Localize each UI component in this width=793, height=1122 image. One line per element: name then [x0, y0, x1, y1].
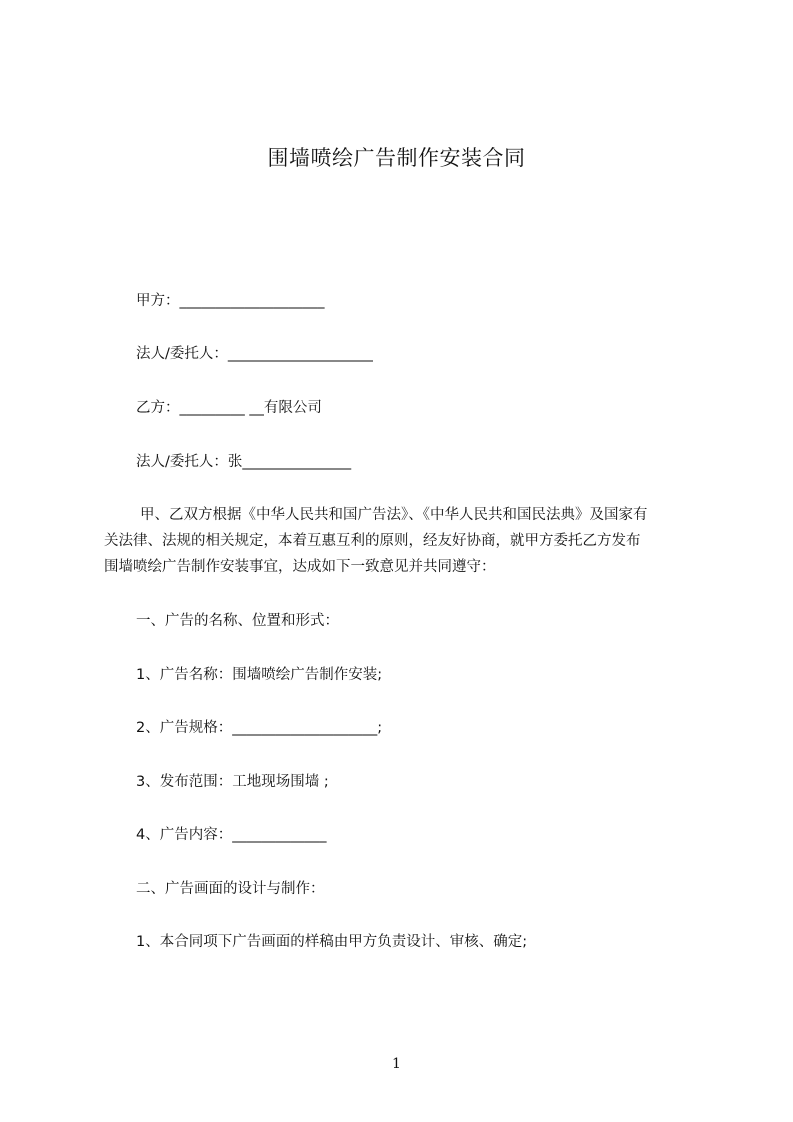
clause-item: 1、广告名称：围墙喷绘广告制作安装; [136, 667, 383, 683]
page-number: 1 [392, 1056, 401, 1072]
intro-line: 甲、乙双方根据《中华人民共和国广告法》、《中华人民共和国民法典》及国家有 [140, 507, 648, 523]
party-a-line: 甲方：____________________ [136, 293, 325, 309]
intro-line: 围墙喷绘广告制作安装事宜，达成如下一致意见并共同遵守： [104, 559, 496, 575]
party-b-line: 乙方：_________ __有限公司 [136, 400, 322, 416]
intro-line: 关法律、法规的相关规定，本着互惠互利的原则，经友好协商，就甲方委托乙方发布 [104, 533, 641, 549]
section-heading: 一、广告的名称、位置和形式： [136, 613, 339, 629]
clause-item: 1、本合同项下广告画面的样稿由甲方负责设计、审核、确定; [136, 934, 528, 950]
document-title: 围墙喷绘广告制作安装合同 [267, 146, 526, 170]
clause-item: 3、发布范围：工地现场围墙 ; [136, 774, 329, 790]
party-b-representative-line: 法人/委托人：张_______________ [136, 454, 352, 470]
clause-item: 2、广告规格：____________________; [136, 720, 383, 736]
intro-paragraph [104, 502, 714, 580]
section-heading: 二、广告画面的设计与制作： [136, 881, 325, 897]
clause-item: 4、广告内容：_____________ [136, 827, 327, 843]
party-a-representative-line: 法人/委托人：____________________ [136, 346, 373, 362]
